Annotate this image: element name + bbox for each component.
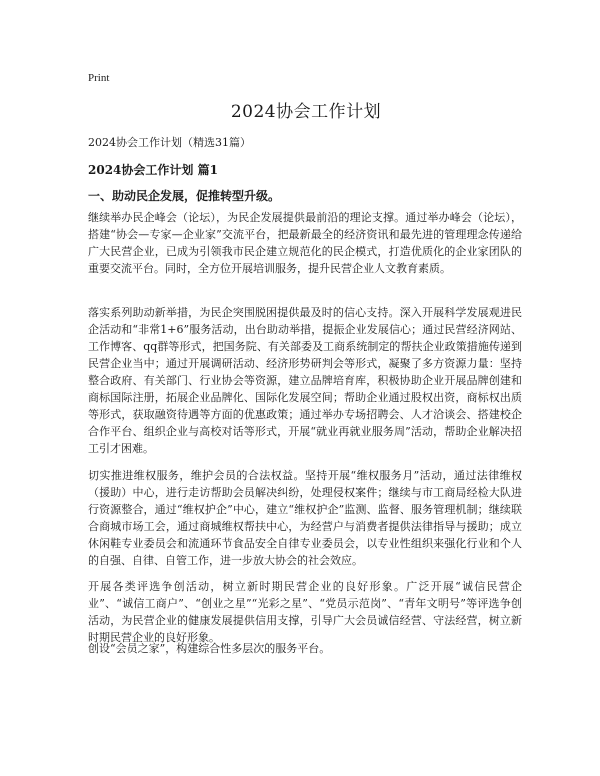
point-heading: 一、助动民企发展，促推转型升级。 — [88, 189, 281, 203]
print-link[interactable]: Print — [88, 72, 110, 84]
paragraph: 落实系列助动新举措，为民企突围脱困提供最及时的信心支持。深入开展科学发展观进民企活动和“非常1+6”服务活动，出台助动举措，提振企业发展信心；通过民营经济网站、工作博客、qq群等形式，把国务院、有关部委及工商系统制定的帮扶企业政策措施传递到民营企业当中；通过开展调研活动、经济形势研判会等形式，凝聚了多方资源力量：坚持整合政府、有关部门、行业协会等资源，建立品牌培育库，积极协助企业开展品牌创建和商标国际注册，拓展企业品牌化、国际化发展空间；帮助企业通过股权出资，商标权出质等形式，获取融资待遇等方面的优惠政策；通过举办专场招聘会、人才洽谈会、搭建校企合作平台、组织企业与高校对话等形式，开展“就业再就业服务周”活动，帮助企业解决招工引才困难。 — [88, 306, 522, 455]
paragraph: 继续举办民企峰会（论坛），为民企发展提供最前沿的理论支撑。通过举办峰会（论坛），搭建“协会—专家—企业家”交流平台，把最新最全的经济资讯和最先进的管理理念传递给广大民营企业，已成为引领我市民企建立规范化的民企模式，打造优质化的企业家团队的重要交流平台。同时，全方位开展培训服务，提升民营企业人文教育素质。 — [88, 211, 522, 275]
paragraph: 创设“会员之家”，构建综合性多层次的服务平台。 — [88, 642, 331, 655]
paragraph: 开展各类评选争创活动，树立新时期民营企业的良好形象。广泛开展“诚信民营企业”、“诚信工商户”、“创业之星”“光彩之星”、“党员示范岗”、“青年文明号”等评选争创活动，为民营企业的健康发展提供信用支撑，引导广大会员诚信经营、守法经营，树立新时期民营企业的良好形象。 — [88, 580, 522, 644]
document-title: 2024协会工作计划 — [230, 102, 382, 122]
paragraph: 切实推进维权服务，维护会员的合法权益。坚持开展“维权服务月”活动，通过法律维权（援助）中心，进行走访帮助会员解决纠纷，处理侵权案件；继续与市工商局经检大队进行资源整合，通过“维权护企”中心，建立“维权护企”监测、监督、服务管理机制；继续联合商城市场工会，通过商城维权帮扶中心，为经营户与消费者提供法律指导与援助；成立休闲鞋专业委员会和流通环节食品安全自律专业委员会，以专业性组织来强化行业和个人的自强、自律、自管工作，进一步放大协会的社会效应。 — [88, 469, 522, 567]
document-subtitle: 2024协会工作计划（精选31篇） — [88, 136, 251, 149]
section-title: 2024协会工作计划 篇1 — [88, 163, 218, 177]
